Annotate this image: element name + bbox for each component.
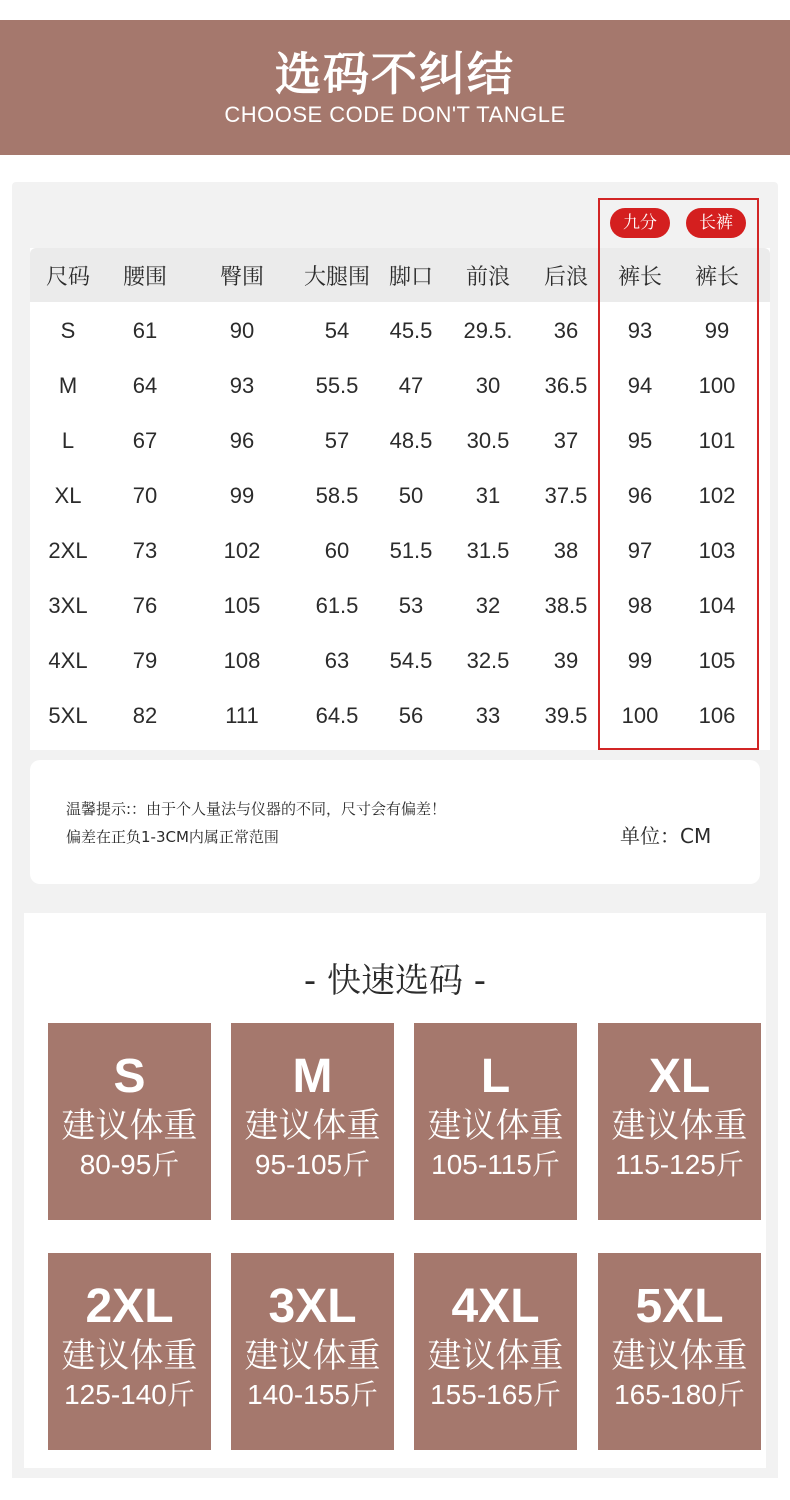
size-card[interactable] [48,1253,211,1450]
table-cell: 2XL [48,538,88,563]
table-cell: 56 [398,703,424,728]
table-cell: 105 [698,648,736,673]
table-cell: 102 [223,538,261,563]
table-cell: 96 [229,428,255,453]
header-banner [0,20,790,155]
table-cell: 31.5 [466,538,510,563]
table-cell: 54 [324,318,350,343]
table-cell: 103 [698,538,736,563]
size-card-label: 建议体重 [427,1336,564,1376]
size-table-panel [12,182,778,910]
table-cell: 54.5 [389,648,433,673]
table-cell: 47 [398,373,424,398]
size-card-weight-range: 125-140斤 [64,1379,195,1410]
table-cell: 67 [132,428,158,453]
table-cell: 96 [627,483,653,508]
size-card[interactable] [414,1253,577,1450]
table-cell: 30 [475,373,501,398]
table-cell: 98 [627,593,653,618]
size-card-weight-range: 115-125斤 [615,1149,744,1180]
table-header-row [30,248,770,302]
table-cell: 51.5 [389,538,433,563]
header-front-rise: 前浪 [465,265,510,290]
size-card-label: 建议体重 [61,1336,198,1376]
table-cell: 53 [398,593,424,618]
table-cell: 36.5 [544,373,588,398]
size-card-weight-range: 95-105斤 [254,1149,371,1180]
table-cell: 104 [698,593,736,618]
table-cell: 95 [627,428,653,453]
size-card-label: 建议体重 [244,1106,381,1146]
table-cell: 3XL [48,593,88,618]
size-card-size: XL [648,1050,711,1103]
size-card[interactable] [598,1023,761,1220]
table-cell: 38.5 [544,593,588,618]
note-line-1: 温馨提示:：由于个人量法与仪器的不同，尺寸会有偏差！ [66,800,447,818]
size-card-label: 建议体重 [427,1106,564,1146]
size-card[interactable] [414,1023,577,1220]
header-waist: 腰围 [122,265,167,290]
table-cell: 4XL [48,648,88,673]
header-size: 尺码 [45,265,90,290]
table-cell: 38 [553,538,579,563]
table-cell: 73 [132,538,158,563]
unit-label: 单位：CM [620,824,712,848]
table-cell: 93 [627,318,653,343]
table-cell: 99 [229,483,255,508]
table-cell: 5XL [48,703,88,728]
table-cell: 100 [621,703,659,728]
table-cell: 64 [132,373,158,398]
header-hip: 臀围 [219,265,264,290]
size-card-size: M [292,1050,333,1103]
table-cell: 102 [698,483,736,508]
table-cell: 90 [229,318,255,343]
size-card-label: 建议体重 [244,1336,381,1376]
table-cell: 97 [627,538,653,563]
table-cell: 39 [553,648,579,673]
table-cell: 32.5 [466,648,510,673]
size-card-weight-range: 140-155斤 [247,1379,378,1410]
quick-select-section [24,913,766,1468]
quick-select-panel [12,903,778,1478]
size-note [30,760,760,884]
header-length-full: 裤长 [694,265,739,290]
table-cell: 79 [132,648,158,673]
size-card-weight-range: 80-95斤 [79,1149,180,1180]
size-card-label: 建议体重 [611,1106,748,1146]
table-cell: 37.5 [544,483,588,508]
size-card-size: 2XL [85,1280,174,1333]
table-cell: 64.5 [315,703,359,728]
table-cell: 101 [698,428,736,453]
table-cell: 76 [132,593,158,618]
size-card-size: 4XL [451,1280,540,1333]
header-thigh: 大腿围 [303,265,370,290]
table-cell: 50 [398,483,424,508]
table-cell: 111 [225,703,259,728]
table-cell: 82 [132,703,158,728]
note-line-2: 偏差在正负1-3CM内属正常范围 [66,828,279,846]
table-cell: 100 [698,373,736,398]
badge-full-length: 长裤 [686,208,746,238]
table-cell: 57 [324,428,350,453]
table-cell: L [61,428,75,453]
table-cell: 108 [223,648,261,673]
size-table [30,248,770,750]
size-card-size: 3XL [268,1280,357,1333]
size-card-weight-range: 105-115斤 [431,1149,560,1180]
size-card[interactable] [231,1023,394,1220]
table-cell: 48.5 [389,428,433,453]
table-cell: XL [54,483,82,508]
table-cell: 99 [627,648,653,673]
table-cell: 105 [223,593,261,618]
table-cell: 45.5 [389,318,433,343]
table-cell: 31 [475,483,501,508]
table-cell: S [60,318,76,343]
header-back-rise: 后浪 [543,265,588,290]
table-cell: 93 [229,373,255,398]
size-card[interactable] [598,1253,761,1450]
header-leg-opening: 脚口 [388,265,433,290]
table-cell: 106 [698,703,736,728]
table-cell: 60 [324,538,350,563]
size-card-weight-range: 165-180斤 [614,1379,745,1410]
table-cell: 33 [475,703,501,728]
table-cell: 61.5 [315,593,359,618]
table-cell: M [58,373,78,398]
size-card[interactable] [48,1023,211,1220]
table-cell: 70 [132,483,158,508]
table-cell: 36 [553,318,579,343]
banner-title: 选码不纠结 [275,47,515,101]
header-length-cropped: 裤长 [617,265,662,290]
table-cell: 39.5 [544,703,588,728]
table-cell: 30.5 [466,428,510,453]
table-cell: 29.5. [463,318,513,343]
size-card[interactable] [231,1253,394,1450]
size-card-size: 5XL [635,1280,724,1333]
badge-nine-tenths: 九分 [610,208,670,238]
table-cell: 61 [132,318,158,343]
size-card-weight-range: 155-165斤 [430,1379,561,1410]
table-cell: 94 [627,373,653,398]
size-card-size: L [480,1050,511,1103]
size-card-label: 建议体重 [61,1106,198,1146]
table-cell: 55.5 [315,373,359,398]
table-cell: 63 [324,648,350,673]
table-cell: 37 [553,428,579,453]
table-cell: 58.5 [315,483,359,508]
banner-subtitle: CHOOSE CODE DON'T TANGLE [224,102,566,127]
size-card-size: S [113,1050,146,1103]
size-card-label: 建议体重 [611,1336,748,1376]
table-cell: 99 [704,318,730,343]
quick-select-title: - 快速选码 - [303,961,487,1001]
table-cell: 32 [475,593,501,618]
